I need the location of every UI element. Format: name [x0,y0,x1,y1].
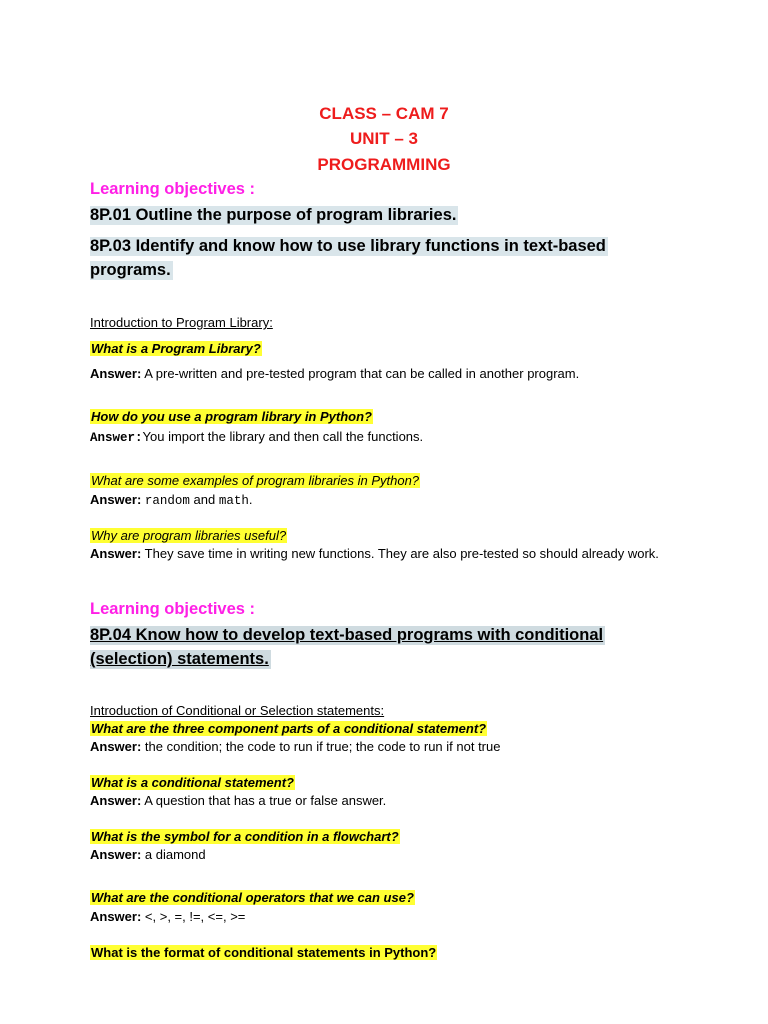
unit-title: UNIT – 3 [349,129,419,148]
answer-libraries-useful [90,544,680,563]
answer-period: . [248,492,253,507]
answer-component-parts [90,737,500,756]
answer-label: Answer: [90,909,142,924]
answer-label: Answer: [90,366,142,381]
answer-label: Answer: [90,847,142,862]
question-program-library: What is a Program Library? [91,341,261,356]
question-use-library: How do you use a program library in Python? [91,409,372,424]
question-conditional-statement: What is a conditional statement? [91,775,294,790]
answer-label: Answer: [90,739,142,754]
answer-text: You import the library and then call the functions. [142,429,424,444]
answer-label: Answer: [90,793,142,808]
objective-8p03-line1: 8P.03 Identify and know how to use library functions in text-based [90,237,606,255]
answer-text: They save time in writing new functions. They are also pre-tested so should already work. [141,546,659,561]
objective-8p03-line2: programs. [90,261,171,279]
intro-conditional: Introduction of Conditional or Selection statements: [90,703,385,718]
programming-title: PROGRAMMING [317,155,451,174]
question-conditional-operators: What are the conditional operators that we can use? [91,890,414,905]
learning-objectives-heading-2: Learning objectives : [90,600,256,618]
intro-program-library: Introduction to Program Library: [90,315,273,330]
answer-text: <, >, =, !=, <=, >= [141,909,246,924]
code-random: random [144,494,190,508]
answer-and: and [189,492,219,507]
question-python-format: What is the format of conditional statements in Python? [91,945,437,960]
learning-objectives-heading-1: Learning objectives : [90,180,256,198]
answer-conditional-statement [90,791,386,810]
answer-program-library [90,364,579,383]
answer-text: A question that has a true or false answer. [141,793,387,808]
answer-text: a diamond [141,847,206,862]
answer-library-examples [90,490,253,511]
answer-conditional-operators [90,907,245,926]
answer-text: A pre-written and pre-tested program that can be called in another program. [141,366,580,381]
answer-label: Answer: [90,431,143,445]
objective-8p04 [90,623,605,671]
objective-8p03 [90,234,608,282]
objective-8p01 [90,203,458,227]
class-title: CLASS – CAM 7 [319,104,449,123]
answer-label: Answer: [90,492,142,507]
question-component-parts: What are the three component parts of a conditional statement? [91,721,487,736]
objective-8p04-line2: (selection) statements. [90,650,269,668]
answer-flowchart-symbol [90,845,206,864]
question-library-examples: What are some examples of program libraries in Python? [91,473,420,488]
question-libraries-useful: Why are program libraries useful? [91,528,287,543]
code-math: math [218,494,249,508]
question-flowchart-symbol: What is the symbol for a condition in a flowchart? [91,829,399,844]
answer-label: Answer: [90,546,142,561]
objective-8p01-text: 8P.01 Outline the purpose of program libraries. [90,206,457,224]
answer-use-library [90,427,423,448]
answer-text: the condition; the code to run if true; the code to run if not true [141,739,501,754]
objective-8p04-line1: 8P.04 Know how to develop text-based programs with conditional [90,626,604,644]
